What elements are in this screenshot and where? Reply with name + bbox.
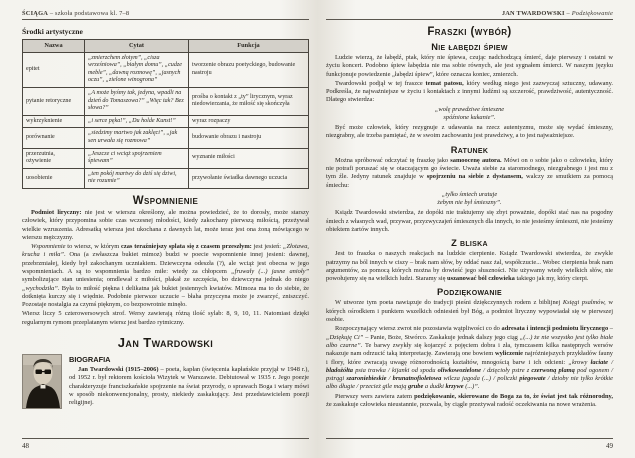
heading-ratunek: Ratunek — [450, 144, 489, 155]
series-subtitle: – szkoła podstawowa kl. 7–8 — [48, 10, 130, 17]
biography-text-column — [69, 354, 309, 409]
paragraph: Pierwszy wers zawiera zatem podziękowanie, skierowane do Boga za to, że świat jest tak różnorodny, że zaskakuje człowieka nieustannie, pozwala, by ciągle przeżywał radość oczekiwania na nowe wrażenia. — [326, 392, 613, 409]
artistic-devices-table — [22, 39, 309, 189]
biografia-heading: BIOGRAFIA — [69, 355, 111, 365]
series-title: ŚCIĄGA — [22, 10, 49, 17]
paragraph: Podmiot liryczny: nie jest w wierszu określony, ale można powiedzieć, że to dorosły, może starszy człowiek, który przypomina sobie czas wczesnej młodości, kiedy zakochany pierwszą miłością, przeżywał wielkie wzruszenia. Adresatką wiersza jest ukochana z dawnych lat, może teraz jest ona żoną mówiącego w wierszu mężczyzny. — [22, 208, 310, 241]
column-header-cytat: Cytat — [85, 40, 189, 53]
quote-line: „wolę prawdziwe śmieszne — [434, 105, 505, 113]
page-number-left: 48 — [22, 442, 29, 450]
device-quote: „ten pokój martwy do dziś się dziwi, nie rozumie” — [85, 168, 189, 188]
device-function: wyznanie miłości — [189, 148, 309, 168]
paragraph: Jest to fraszka o naszych reakcjach na ludzkie cierpienie. Ksiądz Twardowski stwierdza, że zwykle patrzymy na ból innych w ciszy – brak nam słów, by oddać nasz żal, współczucie... Wobec cierpienia brak nam argumentów, za pomocą których można by dowieść jego słuszności. Nie używamy wtedy wielkich słów, nie powołujemy się na wielkich ludzi. Staramy się uszanować ból człowieka takiego jak my, który cierpi. — [326, 250, 613, 283]
running-head-separator: – — [564, 10, 572, 17]
column-header-funkcja: Funkcja — [189, 40, 309, 53]
running-head-author: JAN TWARDOWSKI — [501, 10, 565, 17]
section-heading-jan-twardowski: Jan Twardowski — [117, 335, 214, 351]
device-name: porównanie — [23, 128, 85, 148]
heading-fraszki-wybor: Fraszki (wybór) — [427, 26, 512, 38]
paragraph: Twardowski podjął w tej fraszce temat patosu, który według niego jest zazwyczaj sztuczny, udawany. Podkreśla, że najważniejsze w życiu i kontaktach z innymi ludźmi są szczerość, prawdziwość, autentyczność. Dlatego stwierdza: — [326, 79, 613, 104]
page-footer-left — [22, 438, 309, 450]
page-number-right: 49 — [606, 442, 613, 450]
quote-line: żebym nie był śmieszny”. — [437, 199, 502, 207]
device-quote: „siedzimy martwo jak zaklęci”, „jak sen urwała się rozmowa” — [85, 128, 189, 148]
table-row — [23, 128, 309, 148]
heading-z-bliska: Z bliska — [451, 238, 488, 249]
right-page — [326, 0, 613, 458]
page-footer-right — [326, 438, 613, 450]
verse-quote — [326, 191, 613, 207]
twardowski-portrait-photo — [22, 354, 62, 409]
paragraph: Ludzie wierzą, że łabędź, ptak, który nie śpiewa, czując nadchodzącą śmierć, daje pierwszy i ostatni w życiu koncert. Podobno śpiew łabędzia nie ma sobie równych, ale jest sygnałem śmierci. W naszym języku funkcjonuje powiedzenie „łabędzi śpiew”, które oznacza koniec, zmierzch. — [326, 54, 613, 78]
table-row — [23, 115, 309, 128]
table-row — [23, 148, 309, 168]
running-head-right — [326, 10, 613, 20]
paragraph: Rozpoczynający wiersz zwrot nie pozostawia wątpliwości co do adresata i intencji podmiotu lirycznego – „Dziękuję Ci” – Panie, Boże, Stwórco. Zaskakuje jednak dalszy jego ciąg „(...) że nie wszystko jest tylko białe albo czarne”. Te barwy zwykły się kojarzyć z pojęciem dobra i zła, tymczasem kilka następnych wersów nakazuje nam odrzucić taką interpretację. Zawierają one bowiem wyliczenie najróżniejszych przykładów fauny i flory, które zwracają uwagę różnorodnością kształtów, mnogością barw i ich odcieni: „krowy łaciate / bladożółta psia trawka / kijanki od spodu oliwkowozielone / dzięcioły pstre z czerwoną plamą pod ogonem / pstrągi szaroniebieskie / brunatnofioletowa wilcza jagoda (...) / policzki piegowate / dzioby nie tylko krótkie albo długie / przecież gile mają grube a dudki krzywe (...)”. — [326, 325, 614, 391]
left-page — [22, 0, 309, 458]
device-function: wyraz rozpaczy — [189, 115, 309, 128]
paragraph: Można spróbować odczytać tę fraszkę jako samoocenę autora. Mówi on o sobie jako o człowieku, który nie potrafi poruszać się w otaczającym go świecie. Uważa siebie za staromodnego, niezgrabnego i jest mu z tym źle. Jedyny ratunek znajduje w spojrzeniu na siebie z dystansem, walczy ze smutkiem za pomocą śmiechu: — [326, 156, 614, 189]
quote-line: „tylko śmiech uratuje — [441, 190, 498, 198]
paragraph: Ksiądz Twardowski stwierdza, że dopóki nie traktujemy się zbyt poważnie, dopóki stać nas na pogodny śmiech z własnych wad, przywar, przyzwyczajeń śmiesznych dla innych, to nie jesteśmy śmieszni, nie jesteśmy obiektem żartów innych. — [326, 209, 613, 233]
paragraph: W utworze tym poeta nawiązuje do tradycji pieśni dziękczynnych rodem z biblijnej Księgi psalmów, w których ośrodkiem i punktem wszelkich odniesień był Bóg, a podmiot liryczny wypowiadał się w pierwszej osobie. — [326, 299, 613, 324]
column-header-nazwa: Nazwa — [23, 40, 85, 53]
section-heading-wspomnienie: Wspomnienie — [132, 194, 199, 207]
device-name: wykrzyknienie — [23, 115, 85, 128]
biografia-paragraph: Jan Twardowski (1915–2006) – poeta, kapłan (święcenia kapłańskie przyjął w 1948 r.), od 1952 r. był rektorem kościoła Wizytek w Warszawie. Debiutował w 1935 r. Jego poezje charakteryzuje franciszkańskie spojrzenie na świat przyrody, o sprawach Boga i wiary mówi w sposób niekonwencjonalny, prosty, niekiedy zaskakujący. Jest przedstawicielem poezji religijnej. — [69, 366, 310, 407]
table-row — [23, 87, 309, 115]
paragraph: Być może człowiek, który rezygnuje z udawania na rzecz autentyzmu, może się wydać śmieszny, niezgrabny, ale trzeba pamiętać, że w swoim zachowaniu jest prawdziwy, a to jest najważniejsze. — [326, 124, 613, 140]
table-row — [23, 52, 309, 87]
table-header-row — [23, 40, 309, 53]
device-function: budowanie obrazu i nastroju — [189, 128, 309, 148]
paragraph: Wiersz liczy 5 czterowersowych strof. Wersy zawierają różną ilość sylab: 8, 9, 10, 11. Natomiast dzięki regularnym rymom przeplatanym wiersz jest bardzo rytmiczny. — [22, 310, 309, 326]
device-quote: „Jeszcze ci wciąż spojrzeniem śpiewam” — [85, 148, 189, 168]
heading-podziekowanie: Podziękowanie — [437, 287, 502, 298]
device-function: prośba o kontakt z „ty” lirycznym, wyraz niedowierzania, że miłość się skończyła — [189, 87, 309, 115]
table-title: Środki artystyczne — [22, 27, 83, 36]
device-name: epitet — [23, 52, 85, 87]
heading-nie-labedzi-spiew: Nie łabędzi śpiew — [431, 42, 508, 52]
device-quote: „i serce pęka!”, „Du holde Kunst!” — [85, 115, 189, 128]
device-name: uosobienie — [23, 168, 85, 188]
device-quote: „A może byśmy tak, jedyna, wpadli na dzień do Tomaszowa?” „Więc tak? Bez słowa?” — [85, 87, 189, 115]
running-head-left — [22, 10, 309, 20]
device-name: przerzutnia, ożywienie — [23, 148, 85, 168]
table-row — [23, 168, 309, 188]
device-function: przywołanie świadka dawnego uczucia — [189, 168, 309, 188]
biography-box — [22, 354, 309, 409]
paragraph: Wspomnienie to wiersz, w którym czas teraźniejszy splata się z czasem przeszłym: jest jesień: „Złotawa, krucha i miła”. Ona (a zwłaszcza bukiet mimoz) budzi w poecie wspomnienie innej jesieni: dawnej, przebrzmiałej, kiedy był zakochanym uczniakiem. Dziewczyna odeszła (?), ale wciąż jest obecna w jego wspomnieniach. A są to wspomnienia bardzo miłe: wtedy za chłopcem „fruwały (...) jasne anioły” symbolizujące stan uniesienia; omdlewał z miłości, płakał ze szczęścia, bo dziewczyna jednak do niego „wychodziła”. Była to miłość piękna i delikatna jak bukiet jesiennych kwiatów. Mimoza ma to do siebie, że dotknięta kurczy się i więdnie. Podobnie pierwsze uczucie – błaha przyczyna może je zwarzyć, zniszczyć. Pozostaje nostalgia za czymś pięknym, co bezpowrotnie minęło. — [22, 243, 310, 309]
verse-quote — [326, 106, 613, 122]
device-function: tworzenie obrazu poetyckiego, budowanie nastroju — [189, 52, 309, 87]
quote-line: spóźnione kukanie”. — [443, 113, 496, 121]
device-quote: „zmierzchem złotym”, „cisza wrześniowa”, „białym domu”, „cudze meble”, „dawną rozmowę”, „jasnych oczu”, „zielone winogrona” — [85, 52, 189, 87]
running-head-work: Podziękowanie — [571, 10, 613, 17]
device-name: pytanie retoryczne — [23, 87, 85, 115]
